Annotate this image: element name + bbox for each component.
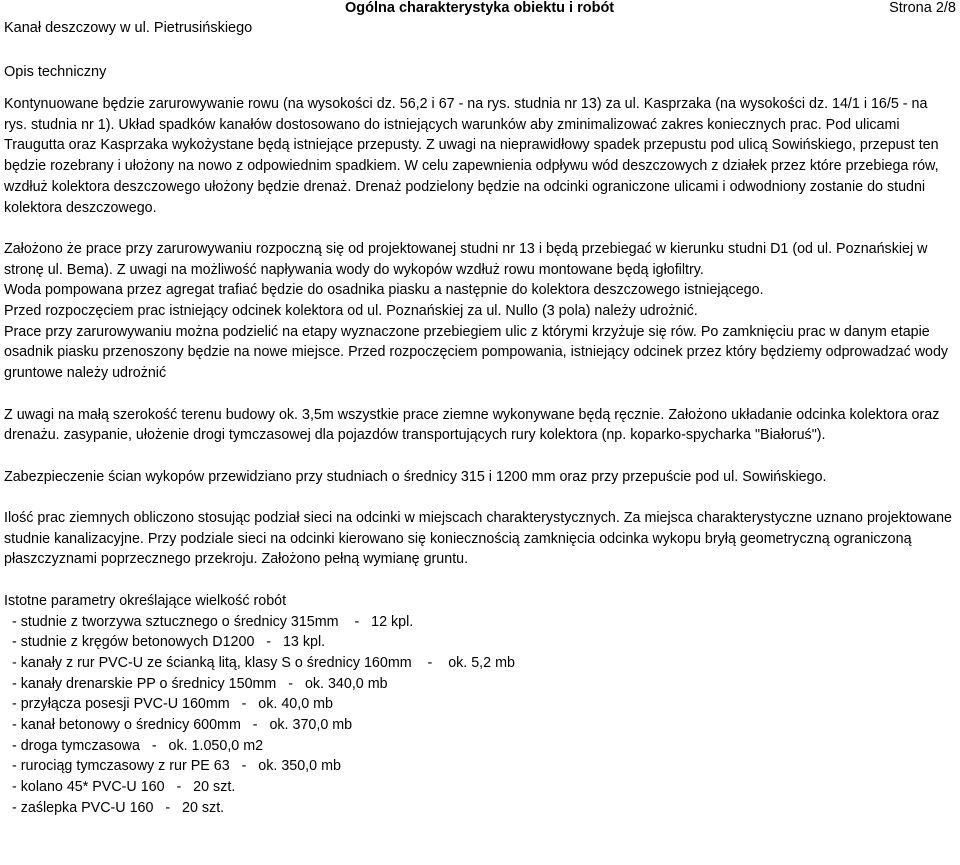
list-item: - kanały drenarskie PP o średnicy 150mm - ok. 340,0 mb <box>12 675 388 692</box>
list-item: - przyłącza posesji PVC-U 160mm - ok. 40,0 mb <box>12 696 333 713</box>
list-item: - kanały z rur PVC-U ze ścianką litą, klasy S o średnicy 160mm - ok. 5,2 mb <box>12 654 515 671</box>
paragraph-earthworks: Ilość prac ziemnych obliczono stosując podział sieci na odcinki w miejscach charakterystycznych. Za miejsca charakterystyczne uznano projektowane studnie kanalizacyjne. Przy podziale sieci na odcinki kierowano się koniecznością zamknięcia odcinka wykopu bryłą geometryczną ograniczoną płaszczyznami poprzecznego przekroju. Założono pełną wymianę gruntu. <box>4 510 952 568</box>
list-item: - kanał betonowy o średnicy 600mm - ok. 370,0 mb <box>12 717 353 734</box>
paragraph-pumping: Woda pompowana przez agregat trafiać będzie do osadnika piasku a następnie do kolektora deszczowego istniejącego. <box>4 282 764 299</box>
paragraph-description: Kontynuowane będzie zarurowywanie rowu (na wysokości dz. 56,2 i 67 - na rys. studnia nr 13) za ul. Kasprzaka (na wysokości dz. 14/1 i 16/5 - na rys. studnia nr 1). Układ spadków kanałów dostosowano do istniejących warunków aby zminimalizować zakres koniecznych prac. Pod ulicami Traugutta oraz Kasprzaka wykożystane będą istniejące przepusty. Z uwagi na nieprawidłowy spadek przepustu pod ulicą Sowińskiego, przepust ten będzie rozebrany i ułożony na nowo z odpowiednim spadkiem. W celu zapewnienia odpływu wód deszczowych z działek przez które przebiega rów, wzdłuż kolektora deszczowego ułożony będzie drenaż. Drenaż podzielony będzie na odcinki ograniczone ulicami i odwodniony zostanie do studni kolektora deszczowego. <box>4 96 939 216</box>
section-title: Opis techniczny <box>4 64 107 80</box>
paragraph-work-start: Założono że prace przy zarurowywaniu rozpoczną się od projektowanej studni nr 13 i będą przebiegać w kierunku studni D1 (od ul. Poznańskiej w stronę ul. Bema). Z uwagi na możliwość napływania wody do wykopów wzdłuż rowu montowane będą igłofiltry. <box>4 240 928 278</box>
paragraph-trench-protection: Zabezpieczenie ścian wykopów przewidziano przy studniach o średnicy 315 i 1200 mm oraz przy przepuście pod ul. Sowińskiego. <box>4 468 827 485</box>
list-item: - zaślepka PVC-U 160 - 20 szt. <box>12 799 225 816</box>
params-list <box>4 612 954 819</box>
section-heading: Ogólna charakterystyka obiektu i robót <box>345 0 615 16</box>
page-number: Strona 2/8 <box>889 0 956 16</box>
page-header <box>0 0 960 40</box>
document-body <box>4 94 954 819</box>
list-item: - kolano 45* PVC-U 160 - 20 szt. <box>12 779 236 796</box>
paragraph-unclogging: Przed rozpoczęciem prac istniejący odcinek kolektora od ul. Poznańskiej za ul. Nullo (3 pola) należy udrożnić. <box>4 303 698 320</box>
document-title: Kanał deszczowy w ul. Pietrusińskiego <box>4 20 253 36</box>
list-item: - rurociąg tymczasowy z rur PE 63 - ok. 350,0 mb <box>12 758 341 775</box>
paragraph-stages: Prace przy zarurowywaniu można podzielić na etapy wyznaczone przebiegiem ulic z którymi krzyżuje się rów. Po zamknięciu prac w danym etapie osadnik piasku przenoszony będzie na nowe miejsce. Przed rozpoczęciem pompowania, istniejący odcinek przez który będziemy odprowadzać wody gruntowe należy udrożnić <box>4 323 949 382</box>
list-item: - studnie z kręgów betonowych D1200 - 13 kpl. <box>12 634 326 651</box>
paragraph-manual-work: Z uwagi na małą szerokość terenu budowy ok. 3,5m wszystkie prace ziemne wykonywane będą ręcznie. Założono układanie odcinka kolektora oraz drenażu. zasypanie, ułożenie drogi tymczasowej dla pojazdów transportujących rury kolektora (np. koparko-spycharka "Białoruś"). <box>4 406 940 444</box>
list-item: - studnie z tworzywa sztucznego o średnicy 315mm - 12 kpl. <box>12 613 414 630</box>
list-item: - droga tymczasowa - ok. 1.050,0 m2 <box>12 737 264 754</box>
params-title: Istotne parametry określające wielkość robót <box>4 592 287 609</box>
